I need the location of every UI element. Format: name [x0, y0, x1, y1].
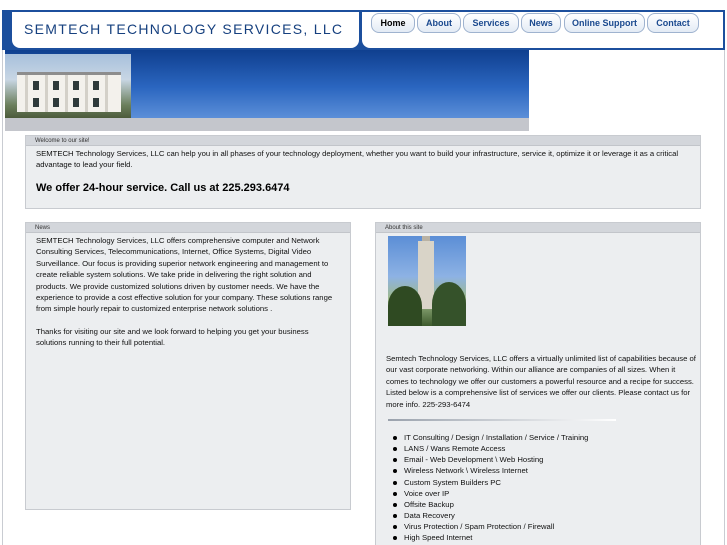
nav-home[interactable]: Home	[371, 13, 415, 33]
services-list	[393, 432, 588, 544]
list-item: IT Consulting / Design / Installation / Service / Training	[393, 432, 588, 443]
welcome-panel	[25, 135, 701, 209]
company-logo-text[interactable]: SEMTECH TECHNOLOGY SERVICES, LLC	[24, 21, 344, 37]
house-window	[73, 98, 79, 107]
list-item: Virus Protection / Spam Protection / Firewall	[393, 521, 588, 532]
house-window	[33, 98, 39, 107]
nav-services[interactable]: Services	[463, 13, 519, 33]
list-item: Data Recovery	[393, 510, 588, 521]
welcome-text: SEMTECH Technology Services, LLC can help you in all phases of your technology deployment, whether you want to build your infrastructure, service it, optimize it or leverage it as a critical advantage to lead your field.	[36, 149, 679, 170]
about-divider	[388, 419, 616, 421]
right-border-line	[724, 50, 725, 545]
house-column	[65, 75, 68, 112]
house-column	[25, 75, 28, 112]
tree-shape	[388, 286, 422, 326]
house-window	[93, 98, 99, 107]
about-text: Semtech Technology Services, LLC offers a virtually unlimited list of capabilities because of our vast corporate networking. Within our alliance are companies of all sizes. When it comes to technology we offer our customers a powerful resource and a recipe for success. Listed below is a comprehensive list of services we offer our clients. Please contact us for more info. 225-293-6474	[386, 354, 696, 409]
tree-shape	[432, 282, 466, 326]
news-paragraph-1: SEMTECH Technology Services, LLC offers comprehensive computer and Network Consulting Services, Telecommunications, Internet, Office Systems, Digital Video Surveillance. Our focus is providing superior network engineering and management to create reliable system solutions. We take pride in delivering the right solution and products. We provide customized solutions driven by customer needs. We have the experience to provide a cost effective solution for your company. These solutions range from simple hourly repair to customized enterprise network solutions .	[36, 236, 333, 314]
nav-news[interactable]: News	[521, 13, 561, 33]
capitol-building-image	[388, 236, 466, 326]
house-window	[93, 81, 99, 90]
nav-online-support[interactable]: Online Support	[564, 13, 645, 33]
nav-contact[interactable]: Contact	[647, 13, 699, 33]
left-border-line	[2, 50, 3, 545]
list-item: Offsite Backup	[393, 499, 588, 510]
house-window	[53, 98, 59, 107]
house-column	[45, 75, 48, 112]
news-panel-title: News	[26, 223, 350, 233]
list-item: Custom System Builders PC	[393, 477, 588, 488]
house-column	[85, 75, 88, 112]
about-panel	[375, 222, 701, 545]
house-window	[33, 81, 39, 90]
news-paragraph-2: Thanks for visiting our site and we look forward to helping you get your business solutions running to their full potential.	[36, 326, 309, 348]
banner-bottom-strip	[5, 118, 529, 131]
list-item: Wireless Network \ Wireless Internet	[393, 465, 588, 476]
list-item: Email - Web Development \ Web Hosting	[393, 454, 588, 465]
list-item: High Speed Internet	[393, 532, 588, 543]
about-panel-title: About this site	[376, 223, 700, 233]
nav-about[interactable]: About	[417, 13, 461, 33]
main-navigation	[362, 12, 723, 48]
house-window	[53, 81, 59, 90]
house-window	[73, 81, 79, 90]
plantation-house-image	[5, 54, 131, 118]
service-phone-callout: We offer 24-hour service. Call us at 225.293.6474	[36, 182, 290, 194]
list-item: Voice over IP	[393, 488, 588, 499]
welcome-panel-title: Welcome to our site!	[26, 136, 700, 146]
house-column	[105, 75, 108, 112]
news-panel	[25, 222, 351, 510]
list-item: LANS / Wans Remote Access	[393, 443, 588, 454]
